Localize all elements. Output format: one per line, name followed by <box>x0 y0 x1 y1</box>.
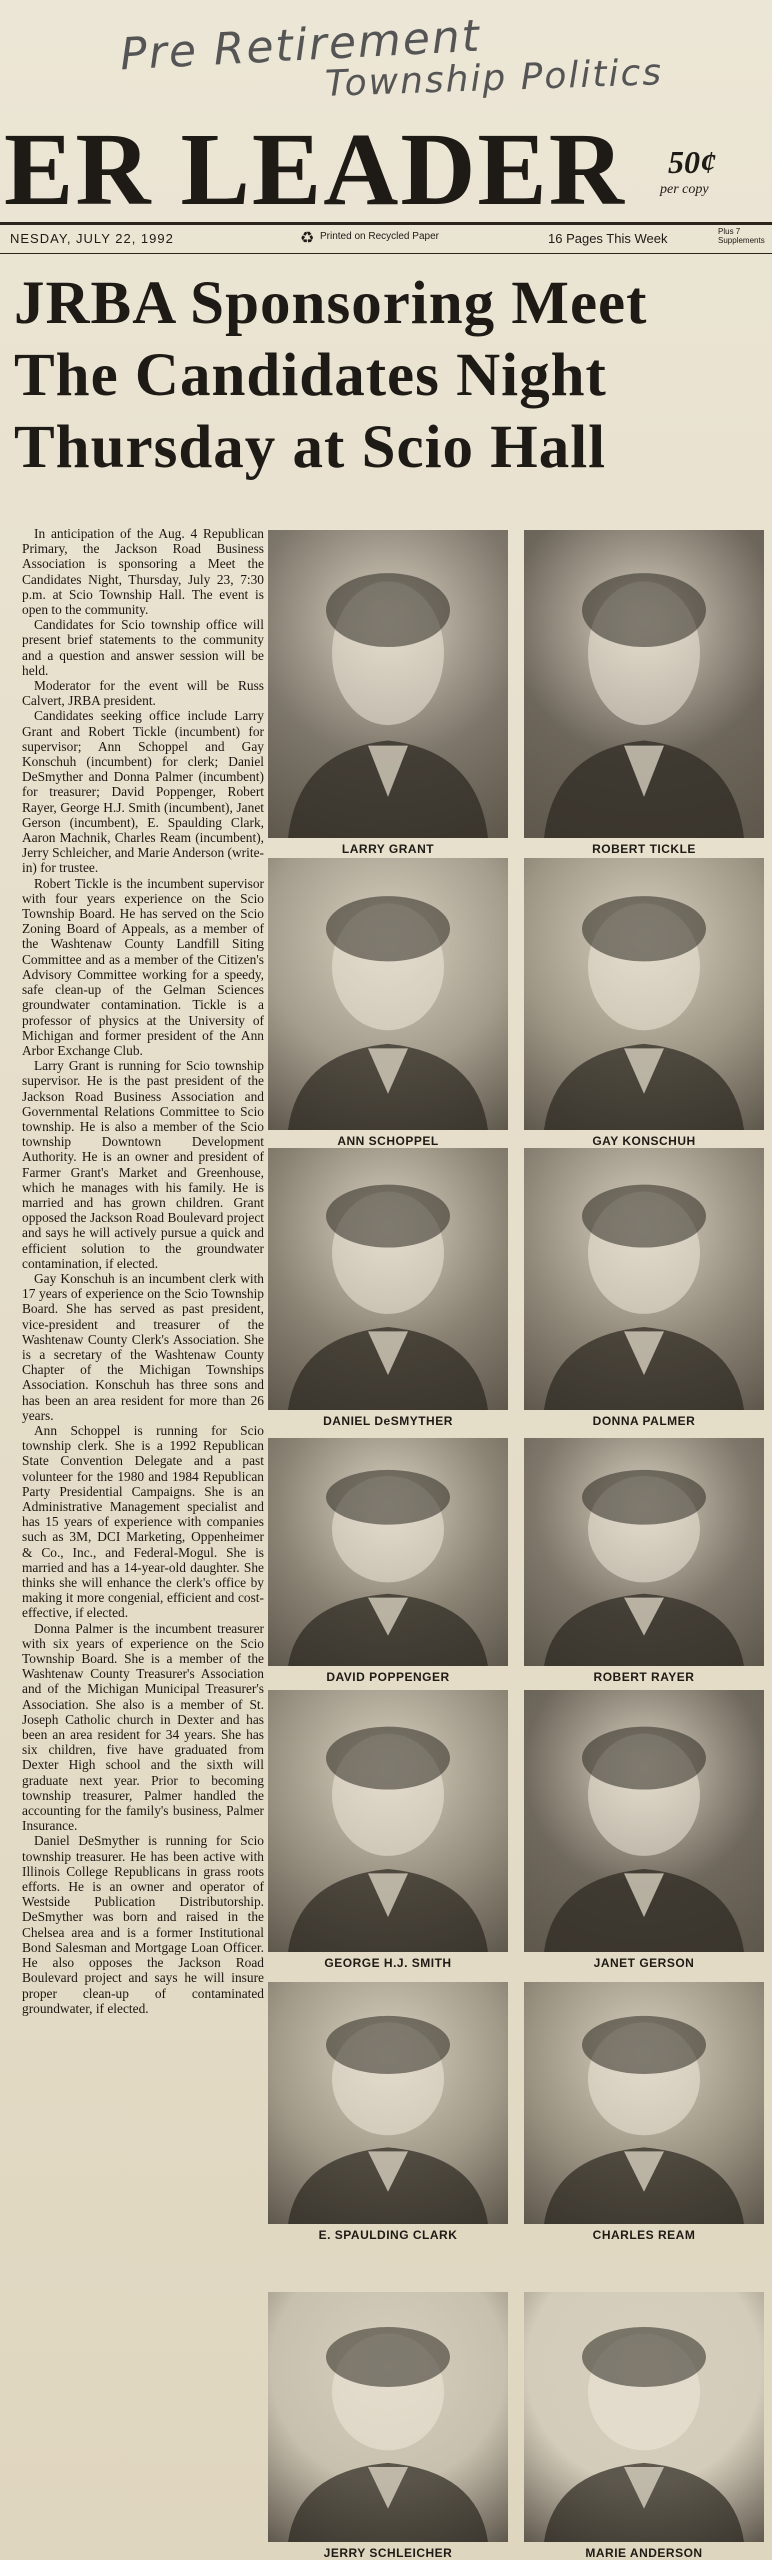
candidate-photo <box>524 2292 764 2542</box>
portrait-silhouette-icon <box>524 858 764 1130</box>
masthead <box>0 112 772 228</box>
article-paragraph: Candidates for Scio township office will present brief statements to the community and a question and answer session will be held. <box>22 617 264 678</box>
portrait-silhouette-icon <box>524 1148 764 1410</box>
candidate-name-caption: GEORGE H.J. SMITH <box>324 1956 452 1970</box>
supplements-note: Plus 7 Supplements <box>718 227 765 245</box>
portrait-silhouette-icon <box>268 2292 508 2542</box>
article-paragraph: Gay Konschuh is an incumbent clerk with 17 years of experience on the Scio Township Board. She has served as past president, vice-president and treasurer of the Washtenaw County Clerk's Association. She is a secretary of the Washtenaw County Chapter of the Michigan Townships Association. Konschuh has three sons and has been an area resident for more than 26 years. <box>22 1270 264 1423</box>
candidate-photo <box>524 1148 764 1410</box>
candidate-name-caption: DANIEL DeSMYTHER <box>323 1414 453 1428</box>
candidate-name-caption: E. SPAULDING CLARK <box>318 2228 458 2242</box>
article-paragraph: Moderator for the event will be Russ Calvert, JRBA president. <box>22 678 264 709</box>
article-paragraph: Daniel DeSmyther is running for Scio township treasurer. He has been active with Illinois College Republicans in grass roots efforts. He is an owner and operator of Westside Publication Distributorship. DeSmyther was born and raised in the Chelsea area and is a former Institutional Bond Salesman and Mortgage Loan Officer. He also opposes the Jackson Road Boulevard project and says he will insure proper clean-up of contaminated groundwater, if elected. <box>22 1833 264 2016</box>
candidate-photo <box>524 858 764 1130</box>
portrait-silhouette-icon <box>268 530 508 838</box>
handwritten-note-line2: Township Politics <box>324 52 664 105</box>
portrait-silhouette-icon <box>524 530 764 838</box>
candidate-name-caption: MARIE ANDERSON <box>585 2546 703 2560</box>
candidate-photo <box>268 1148 508 1410</box>
candidate-photo <box>268 2292 508 2542</box>
candidate-name-caption: CHARLES REAM <box>592 2228 696 2242</box>
portrait-silhouette-icon <box>268 1690 508 1952</box>
candidate-photo <box>268 1690 508 1952</box>
portrait-silhouette-icon <box>268 1982 508 2224</box>
candidate-name-caption: ANN SCHOPPEL <box>337 1134 439 1148</box>
candidate-photo <box>524 530 764 838</box>
candidate-photo <box>268 1438 508 1666</box>
portrait-silhouette-icon <box>524 1438 764 1666</box>
portrait-silhouette-icon <box>524 1690 764 1952</box>
candidate-photo <box>268 858 508 1130</box>
portrait-silhouette-icon <box>268 1438 508 1666</box>
candidate-photo <box>524 1438 764 1666</box>
candidate-name-caption: JANET GERSON <box>593 1956 695 1970</box>
candidate-name-caption: DONNA PALMER <box>592 1414 696 1428</box>
price: 50¢ <box>668 144 716 180</box>
portrait-silhouette-icon <box>524 1982 764 2224</box>
newspaper-name: ER LEADER <box>4 112 626 227</box>
recycle-icon: ♻ <box>300 230 315 247</box>
article-paragraph: Robert Tickle is the incumbent supervisor with four years experience on the Scio Township Board. He has served on the Scio Zoning Board of Appeals, as a member of the Washtenaw County Landfill Siting Committee and as a member of the Citizen's Advisory Committee working for a speedy, safe clean-up of the Gelman Sciences groundwater contamination. Tickle is a professor of physics at the University of Michigan and former president of the Ann Arbor Exchange Club. <box>22 875 264 1058</box>
candidate-name-caption: GAY KONSCHUH <box>592 1134 696 1148</box>
handwritten-note-line1: Pre Retirement <box>118 10 483 81</box>
headline-line-1: JRBA Sponsoring Meet <box>14 270 648 337</box>
candidate-name-caption: DAVID POPPENGER <box>326 1670 450 1684</box>
article-paragraph: Donna Palmer is the incumbent treasurer with six years of experience on the Scio Township Board. She is a member of the Washtenaw County Treasurer's Association and of the Michigan Municipal Treasurer's Association. She also is a member of St. Joseph Catholic church in Dexter and has been an area resident for 34 years. She has six children, five have graduated from Dexter High school and the sixth will graduate next year. Prior to becoming township treasurer, Palmer handled the accounting for the family's business, Palmer Insurance. <box>22 1620 264 1834</box>
headline-line-3: Thursday at Scio Hall <box>14 414 607 481</box>
portrait-silhouette-icon <box>268 1148 508 1410</box>
candidate-name-caption: ROBERT TICKLE <box>592 842 696 856</box>
headline-line-2: The Candidates Night <box>14 342 607 409</box>
candidate-photo <box>524 1690 764 1952</box>
dateline-bar <box>0 222 772 254</box>
article-paragraph: Ann Schoppel is running for Scio township clerk. She is a 1992 Republican State Convention Delegate and a past volunteer for the 1980 and 1984 Republican Party Presidential Campaigns. She is an Administrative Management specialist and has 15 years of experience with companies such as 3M, DCI Marketing, Oppenheimer & Co., Inc., and Federal-Mogul. She is married and has a 14-year-old daughter. She thinks she will enhance the clerk's office by making it more congenial, efficient and cost-effective, if elected. <box>22 1422 264 1621</box>
page-count: 16 Pages This Week <box>548 231 668 246</box>
candidate-photo <box>524 1982 764 2224</box>
price-unit: per copy <box>660 182 709 197</box>
portrait-silhouette-icon <box>268 858 508 1130</box>
recycled-paper-note: Printed on Recycled Paper <box>320 231 439 242</box>
candidate-photo <box>268 1982 508 2224</box>
candidate-name-caption: ROBERT RAYER <box>593 1670 695 1684</box>
issue-date: NESDAY, JULY 22, 1992 <box>10 231 174 246</box>
candidate-photo-grid <box>268 530 768 2560</box>
article-body <box>22 526 264 2016</box>
candidate-name-caption: LARRY GRANT <box>341 842 435 856</box>
candidate-name-caption: JERRY SCHLEICHER <box>323 2546 453 2560</box>
headline <box>14 268 772 484</box>
article-paragraph: Candidates seeking office include Larry Grant and Robert Tickle (incumbent) for supervisor; Ann Schoppel and Gay Konschuh (incumbent) for clerk; Daniel DeSmyther and Donna Palmer (incumbent) for treasurer; David Poppenger, Robert Rayer, George H.J. Smith (incumbent), Janet Gerson (incumbent), E. Spaulding Clark, Aaron Machnik, Charles Ream (incumbent), Jerry Schleicher, and Marie Anderson (write-in) for trustee. <box>22 708 264 876</box>
candidate-photo <box>268 530 508 838</box>
article-paragraph: In anticipation of the Aug. 4 Republican Primary, the Jackson Road Business Association is sponsoring a Meet the Candidates Night, Thursday, July 23, 7:30 p.m. at Scio Township Hall. The event is open to the community. <box>22 526 264 618</box>
portrait-silhouette-icon <box>524 2292 764 2542</box>
article-paragraph: Larry Grant is running for Scio township supervisor. He is the past president of the Jackson Road Business Association and Governmental Relations Committee to Scio township. He is also a member of the Scio township Downtown Development Authority. He is an owner and president of Farmer Grant's Market and Greenhouse, which he manages with his family. He is married and has grown children. Grant opposed the Jackson Road Boulevard project and says he will actively pursue a quick and efficient solution to the groundwater contamination, if elected. <box>22 1058 264 1271</box>
